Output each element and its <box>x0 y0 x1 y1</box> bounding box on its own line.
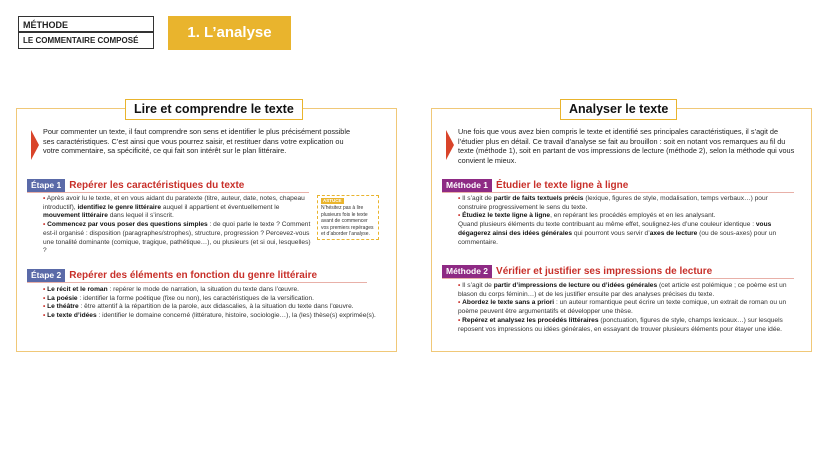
divider <box>442 278 794 279</box>
list-item: • Il s’agit de partir de faits textuels précis (lexique, figures de style, modalisation, temps verbaux…) pour construire progressivement le sens du texte. <box>458 195 768 211</box>
list-item: • Le théâtre : être attentif à la répartition de la parole, aux didascalies, à la situation du texte dans l’œuvre. <box>43 303 354 311</box>
list-item: • Le texte d’idées : identifier le domaine concerné (littérature, histoire, sociologie…), la (les) thèse(s) exprimée(s). <box>43 312 376 320</box>
method-label: MÉTHODE <box>18 16 154 32</box>
method-2-heading <box>442 265 712 278</box>
tip-tag: ASTUCE <box>323 198 342 203</box>
arrow-marker-icon <box>31 130 39 160</box>
section-label: LE COMMENTAIRE COMPOSÉ <box>18 32 154 49</box>
panel-title-right: Analyser le texte <box>560 99 677 120</box>
list-item: • Le récit et le roman : repérer le mode de narration, la situation du texte dans l’œuvre. <box>43 286 299 293</box>
step-2-badge: Étape 2 <box>27 269 65 282</box>
step-2-heading <box>27 269 317 282</box>
method-2-list <box>458 282 798 334</box>
divider <box>442 192 794 193</box>
list-item: • La poésie : identifier la forme poétique (fixe ou non), les caractéristiques de la versification. <box>43 294 314 302</box>
intro-text-right: Une fois que vous avez bien compris le texte et identifié ses principales caractéristiques, il s’agit de l’étudier plus en détail. Ce travail d’analyse se fait au brouillon : soit en notant vos remarques au fil du texte (méthode 1), soit en partant de vos impressions de lecture (méthode 2), selon la méthode qui vous convient le mieux. <box>458 127 795 165</box>
list-item: • Étudiez le texte ligne à ligne, en repérant les procédés employés et en les analysant. <box>458 212 716 220</box>
panel-title-left: Lire et comprendre le texte <box>125 99 303 120</box>
list-item: • Abordez le texte sans a priori : un auteur romantique peut écrire un texte comique, un extrait de roman ou un poème peuvent être argumentatifs et développer une thèse. <box>458 299 787 316</box>
method-2-badge: Méthode 2 <box>442 265 492 278</box>
step-1-list <box>43 195 313 256</box>
method-2-title: Vérifier et justifier ses impressions de lecture <box>496 266 713 277</box>
method-1-list <box>458 195 798 247</box>
list-item: • Repérez et analysez les procédés littéraires (ponctuation, figures de style, champs lexicaux…) sur lesquels reposent vos impressions ou idées générales, en essayant de trouver plusieurs éléments pour étayer une idée. <box>458 316 783 333</box>
step-2-list <box>43 286 388 321</box>
divider <box>27 282 367 283</box>
method-1-heading <box>442 179 628 192</box>
chapter-title: 1. L’analyse <box>168 16 291 50</box>
intro-text-left: Pour commenter un texte, il faut comprendre son sens et identifier le plus précisément possible ses caractéristiques. C’est ainsi que vous pourrez saisir, et restituer dans votre explication ou votre commentaire, sa spécificité, ce qui fait son intérêt sur le plan littéraire. <box>43 127 351 156</box>
list-item: • Après avoir lu le texte, et en vous aidant du paratexte (titre, auteur, date, notes, chapeau introductif), identifiez le genre littéraire auquel il appartient et éventuellement le mouvement littéraire dans lequel il s’inscrit. <box>43 195 305 220</box>
method-1-title: Étudier le texte ligne à ligne <box>496 180 629 191</box>
list-item: • Commencez par vous poser des questions simples : de quoi parle le texte ? Comment est-il organisé : disposition (paragraphes/strophes), structure, progression ? Percevez-vous une tonalité dominante (comique, tragique, pathétique…), ou plusieurs (et si oui, lesquelles) ? <box>43 221 311 255</box>
list-item: Quand plusieurs éléments du texte contribuant au même effet, soulignez-les d’une couleur identique : vous dégagerez ainsi des idées générales qui pourront vous servir d’axes de lecture (ou de sous-axes) pour un commentaire. <box>458 221 777 246</box>
panel-analyse <box>431 102 812 352</box>
step-1-title: Repérer les caractéristiques du texte <box>69 180 245 191</box>
divider <box>27 192 309 193</box>
arrow-marker-icon <box>446 130 454 160</box>
list-item: • Il s’agit de partir d’impressions de lecture ou d’idées générales (cet article est polémique ; ce poème est un blason du corps féminin…) et de les justifier ensuite par des analyses précises du texte. <box>458 282 787 298</box>
step-1-badge: Étape 1 <box>27 179 65 192</box>
tip-text: N’hésitez pas à lire plusieurs fois le texte avant de commencer vos premiers repérages et d’aborder l’analyse. <box>321 205 374 238</box>
tip-note <box>317 195 379 240</box>
step-1-heading <box>27 179 244 192</box>
method-1-badge: Méthode 1 <box>442 179 492 192</box>
panel-read-understand <box>16 102 397 352</box>
step-2-title: Repérer des éléments en fonction du genre littéraire <box>69 270 318 281</box>
